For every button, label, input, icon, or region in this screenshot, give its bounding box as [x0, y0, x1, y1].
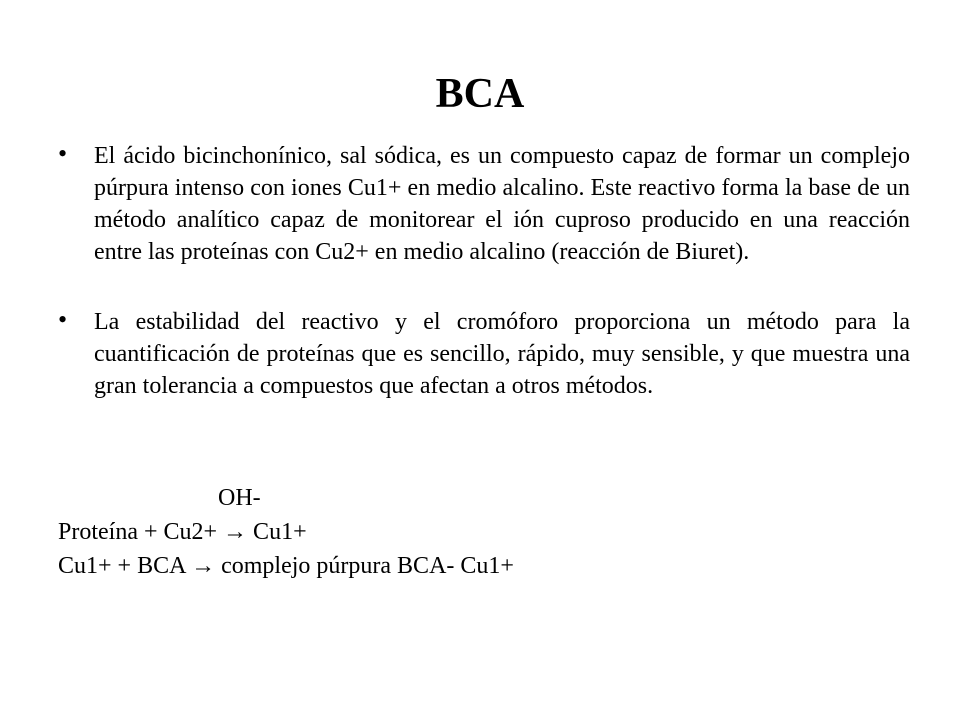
bullet-dot-icon: •: [58, 139, 68, 168]
bullet-list: [58, 140, 910, 402]
bullet-item-bca-description: [58, 140, 910, 268]
reaction-equation-1: Proteína + Cu2+ → Cu1+: [58, 519, 307, 545]
bullet-dot-icon: •: [58, 305, 68, 334]
bullet-text: El ácido bicinchonínico, sal sódica, es un compuesto capaz de formar un complejo púrpura intenso con iones Cu1+ en medio alcalino. Este reactivo forma la base de un método analítico capaz de monitorear el ión cuproso producido en una reacción entre las proteínas con Cu2+ en medio alcalino (reacción de Biuret).: [94, 143, 910, 265]
reaction-equations: [58, 482, 910, 584]
reaction-equation-2: Cu1+ + BCA → complejo púrpura BCA- Cu1+: [58, 553, 514, 579]
bullet-item-stability: [58, 306, 910, 402]
bullet-text: La estabilidad del reactivo y el cromóforo proporciona un método para la cuantificación de proteínas que es sencillo, rápido, muy sensible, y que muestra una gran tolerancia a compuestos que afectan a otros métodos.: [94, 309, 910, 399]
reaction-condition: OH-: [218, 485, 261, 511]
slide-title: BCA: [435, 71, 525, 117]
